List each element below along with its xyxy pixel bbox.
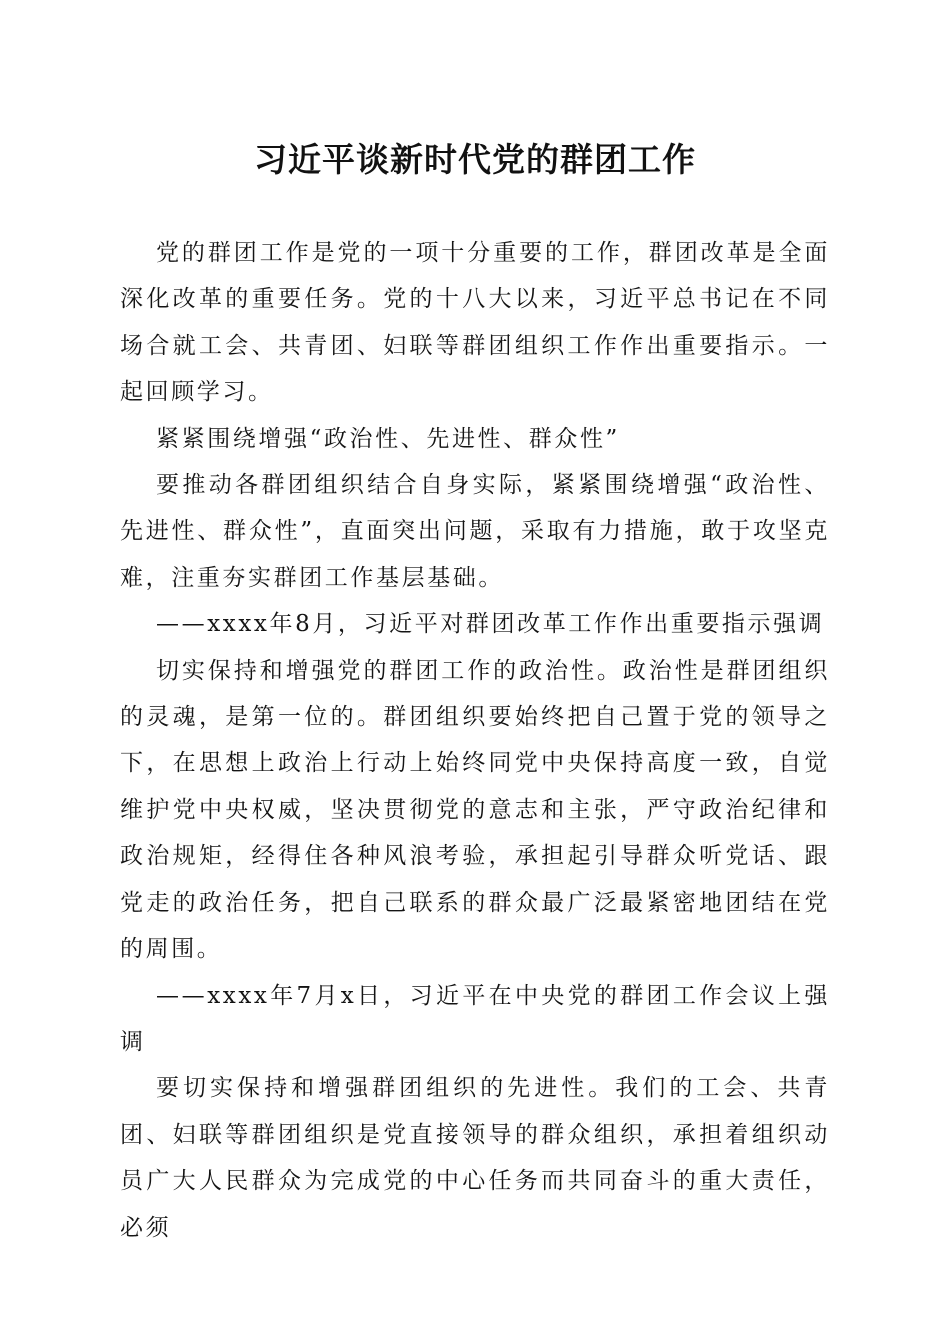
- paragraph-quote-2: 切实保持和增强党的群团工作的政治性。政治性是群团组织的灵魂，是第一位的。群团组织要始终把自己置于党的领导之下，在思想上政治上行动上始终同党中央保持高度一致，自觉维护党中央权威，坚决贯彻党的意志和主张，严守政治纪律和政治规矩，经得住各种风浪考验，承担起引导群众听党话、跟党走的政治任务，把自己联系的群众最广泛最紧密地团结在党的周围。: [120, 657, 830, 963]
- document-title: 习近平谈新时代党的群团工作: [254, 140, 696, 179]
- paragraph-source-1: ——xxxx年8月，习近平对群团改革工作作出重要指示强调: [156, 611, 825, 638]
- paragraph-source-2: ——xxxx年7月x日，习近平在中央党的群团工作会议上强调: [120, 982, 830, 1055]
- paragraph-quote-1: 要推动各群团组织结合自身实际，紧紧围绕增强“政治性、先进性、群众性”，直面突出问题，采取有力措施，敢于攻坚克难，注重夯实群团工作基层基础。: [120, 472, 830, 591]
- paragraph-quote-3: 要切实保持和增强群团组织的先进性。我们的工会、共青团、妇联等群团组织是党直接领导的群众组织，承担着组织动员广大人民群众为完成党的中心任务而共同奋斗的重大责任，必须: [120, 1075, 830, 1241]
- paragraph-section-heading: 紧紧围绕增强“政治性、先进性、群众性”: [156, 425, 620, 452]
- paragraph-intro: 党的群团工作是党的一项十分重要的工作，群团改革是全面深化改革的重要任务。党的十八大以来，习近平总书记在不同场合就工会、共青团、妇联等群团组织工作作出重要指示。一起回顾学习。: [120, 240, 830, 406]
- document-body: [120, 230, 830, 1251]
